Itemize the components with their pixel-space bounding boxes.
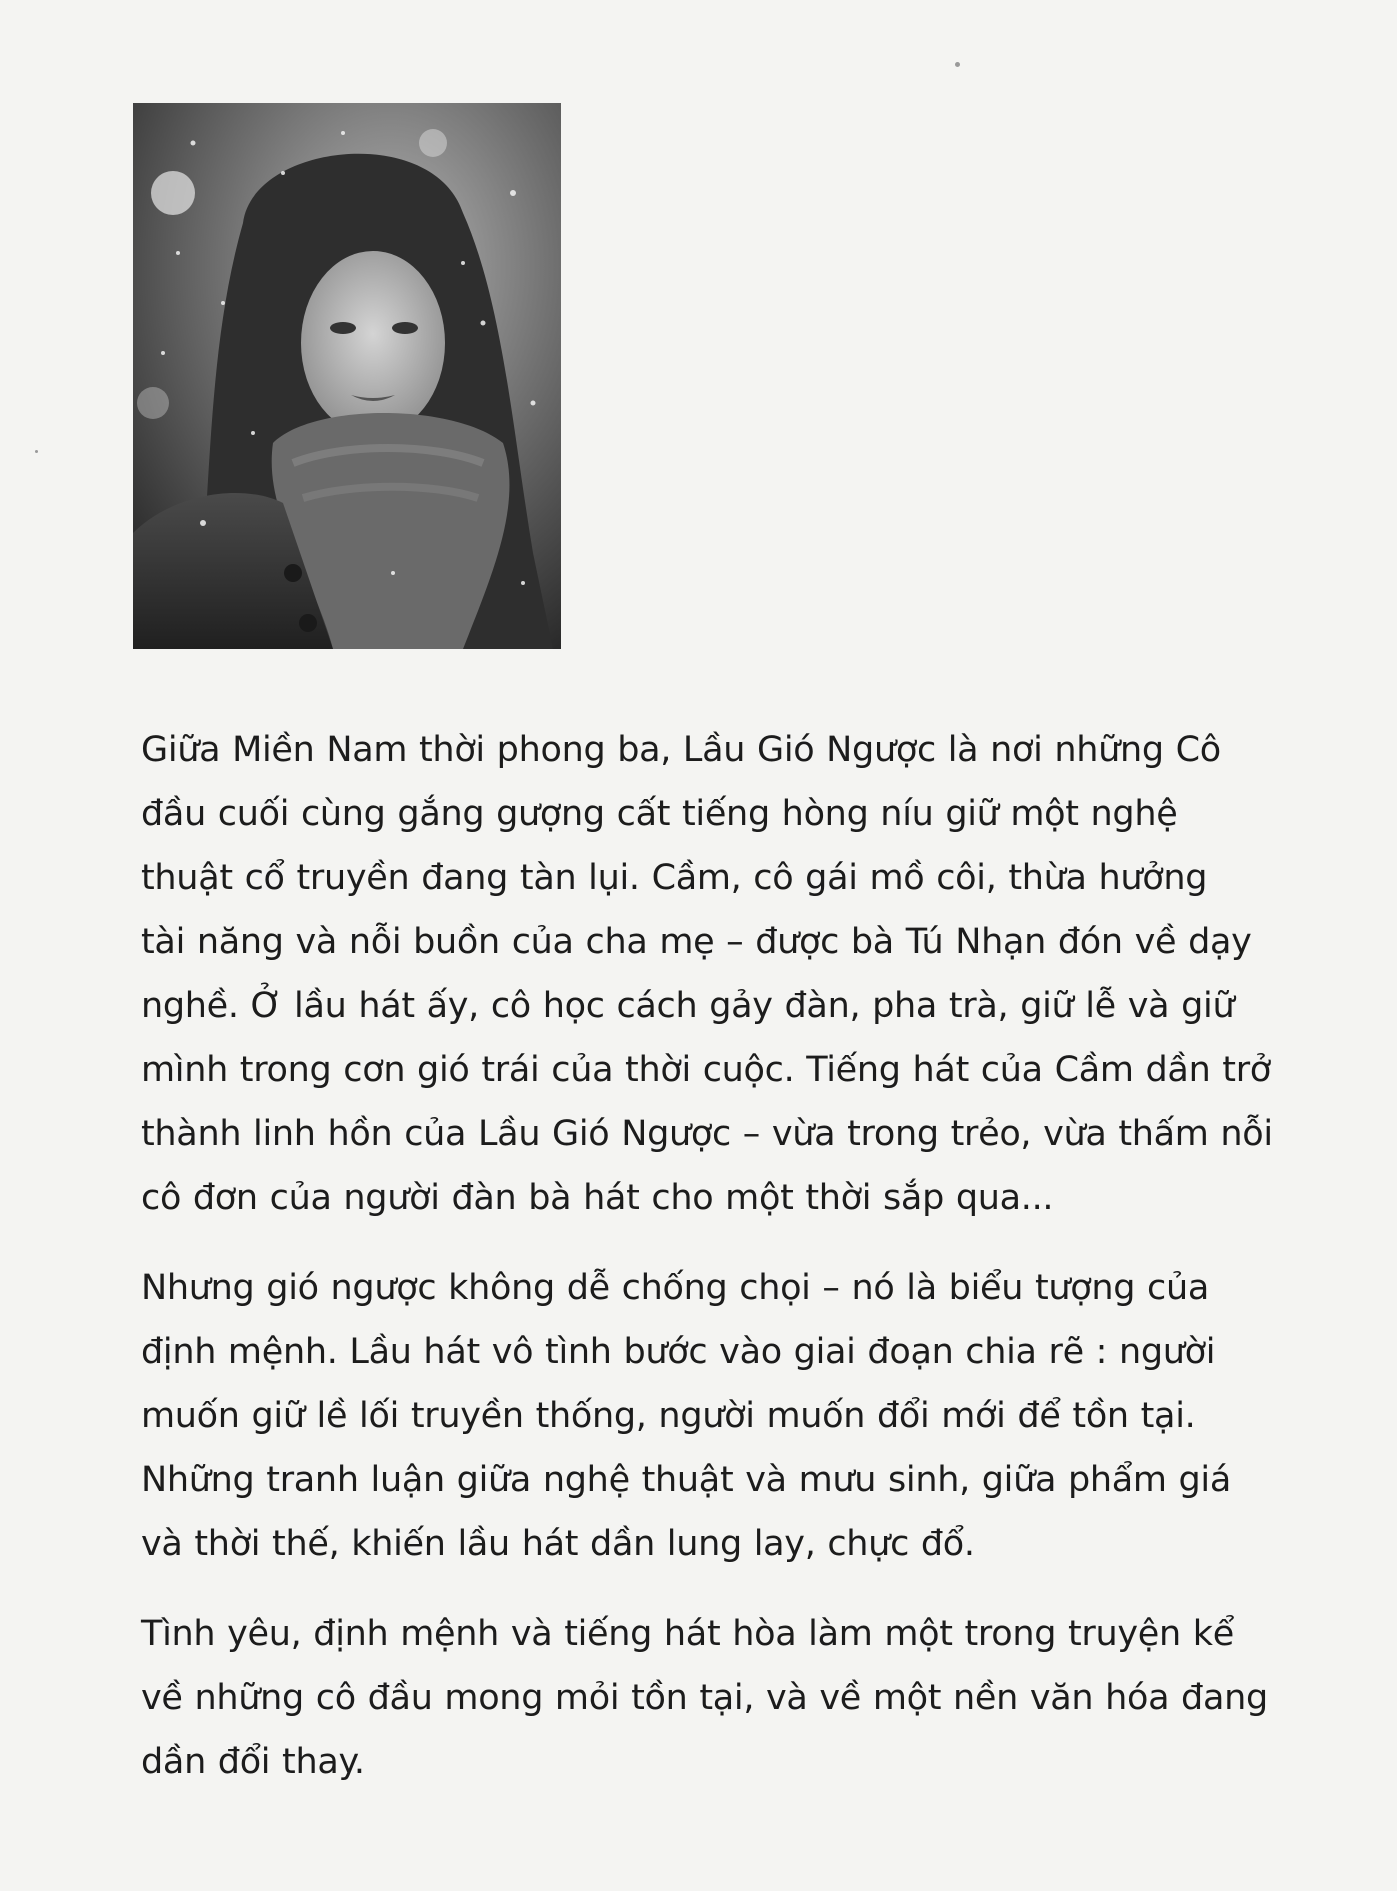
text-line: nghề. Ở lầu hát ấy, cô học cách gảy đàn, pha trà, giữ lễ và giữ [141, 986, 1235, 1026]
text-line: định mệnh. Lầu hát vô tình bước vào giai đoạn chia rẽ : người [141, 1332, 1216, 1372]
text-line: về những cô đầu mong mỏi tồn tại, và về một nền văn hóa đang [141, 1678, 1268, 1718]
text-line: và thời thế, khiến lầu hát dần lung lay, chực đổ. [141, 1524, 975, 1564]
author-photo [133, 103, 561, 649]
paragraph-3 [141, 1602, 1268, 1794]
text-line: Tình yêu, định mệnh và tiếng hát hòa làm một trong truyện kể [141, 1614, 1234, 1654]
text-line: dần đổi thay. [141, 1742, 365, 1782]
text-line: đầu cuối cùng gắng gượng cất tiếng hòng níu giữ một nghệ [141, 794, 1178, 834]
text-line: muốn giữ lề lối truyền thống, người muốn đổi mới để tồn tại. [141, 1396, 1196, 1436]
paper-speck [955, 62, 960, 67]
paragraph-2 [141, 1256, 1251, 1576]
text-line: cô đơn của người đàn bà hát cho một thời sắp qua... [141, 1178, 1054, 1218]
text-line: tài năng và nỗi buồn của cha mẹ – được bà Tú Nhạn đón về dạy [141, 922, 1252, 962]
paper-speck [35, 450, 38, 453]
text-line: Những tranh luận giữa nghệ thuật và mưu sinh, giữa phẩm giá [141, 1460, 1232, 1500]
text-line: thuật cổ truyền đang tàn lụi. Cầm, cô gái mồ côi, thừa hưởng [141, 858, 1208, 898]
text-line: thành linh hồn của Lầu Gió Ngược – vừa trong trẻo, vừa thấm nỗi [141, 1114, 1273, 1154]
text-line: Giữa Miền Nam thời phong ba, Lầu Gió Ngược là nơi những Cô [141, 730, 1221, 770]
text-line: mình trong cơn gió trái của thời cuộc. Tiếng hát của Cầm dần trở [141, 1050, 1271, 1090]
author-portrait-icon [133, 103, 561, 649]
paragraph-1 [141, 718, 1273, 1230]
book-description [141, 718, 1273, 1820]
text-line: Nhưng gió ngược không dễ chống chọi – nó là biểu tượng của [141, 1268, 1209, 1308]
